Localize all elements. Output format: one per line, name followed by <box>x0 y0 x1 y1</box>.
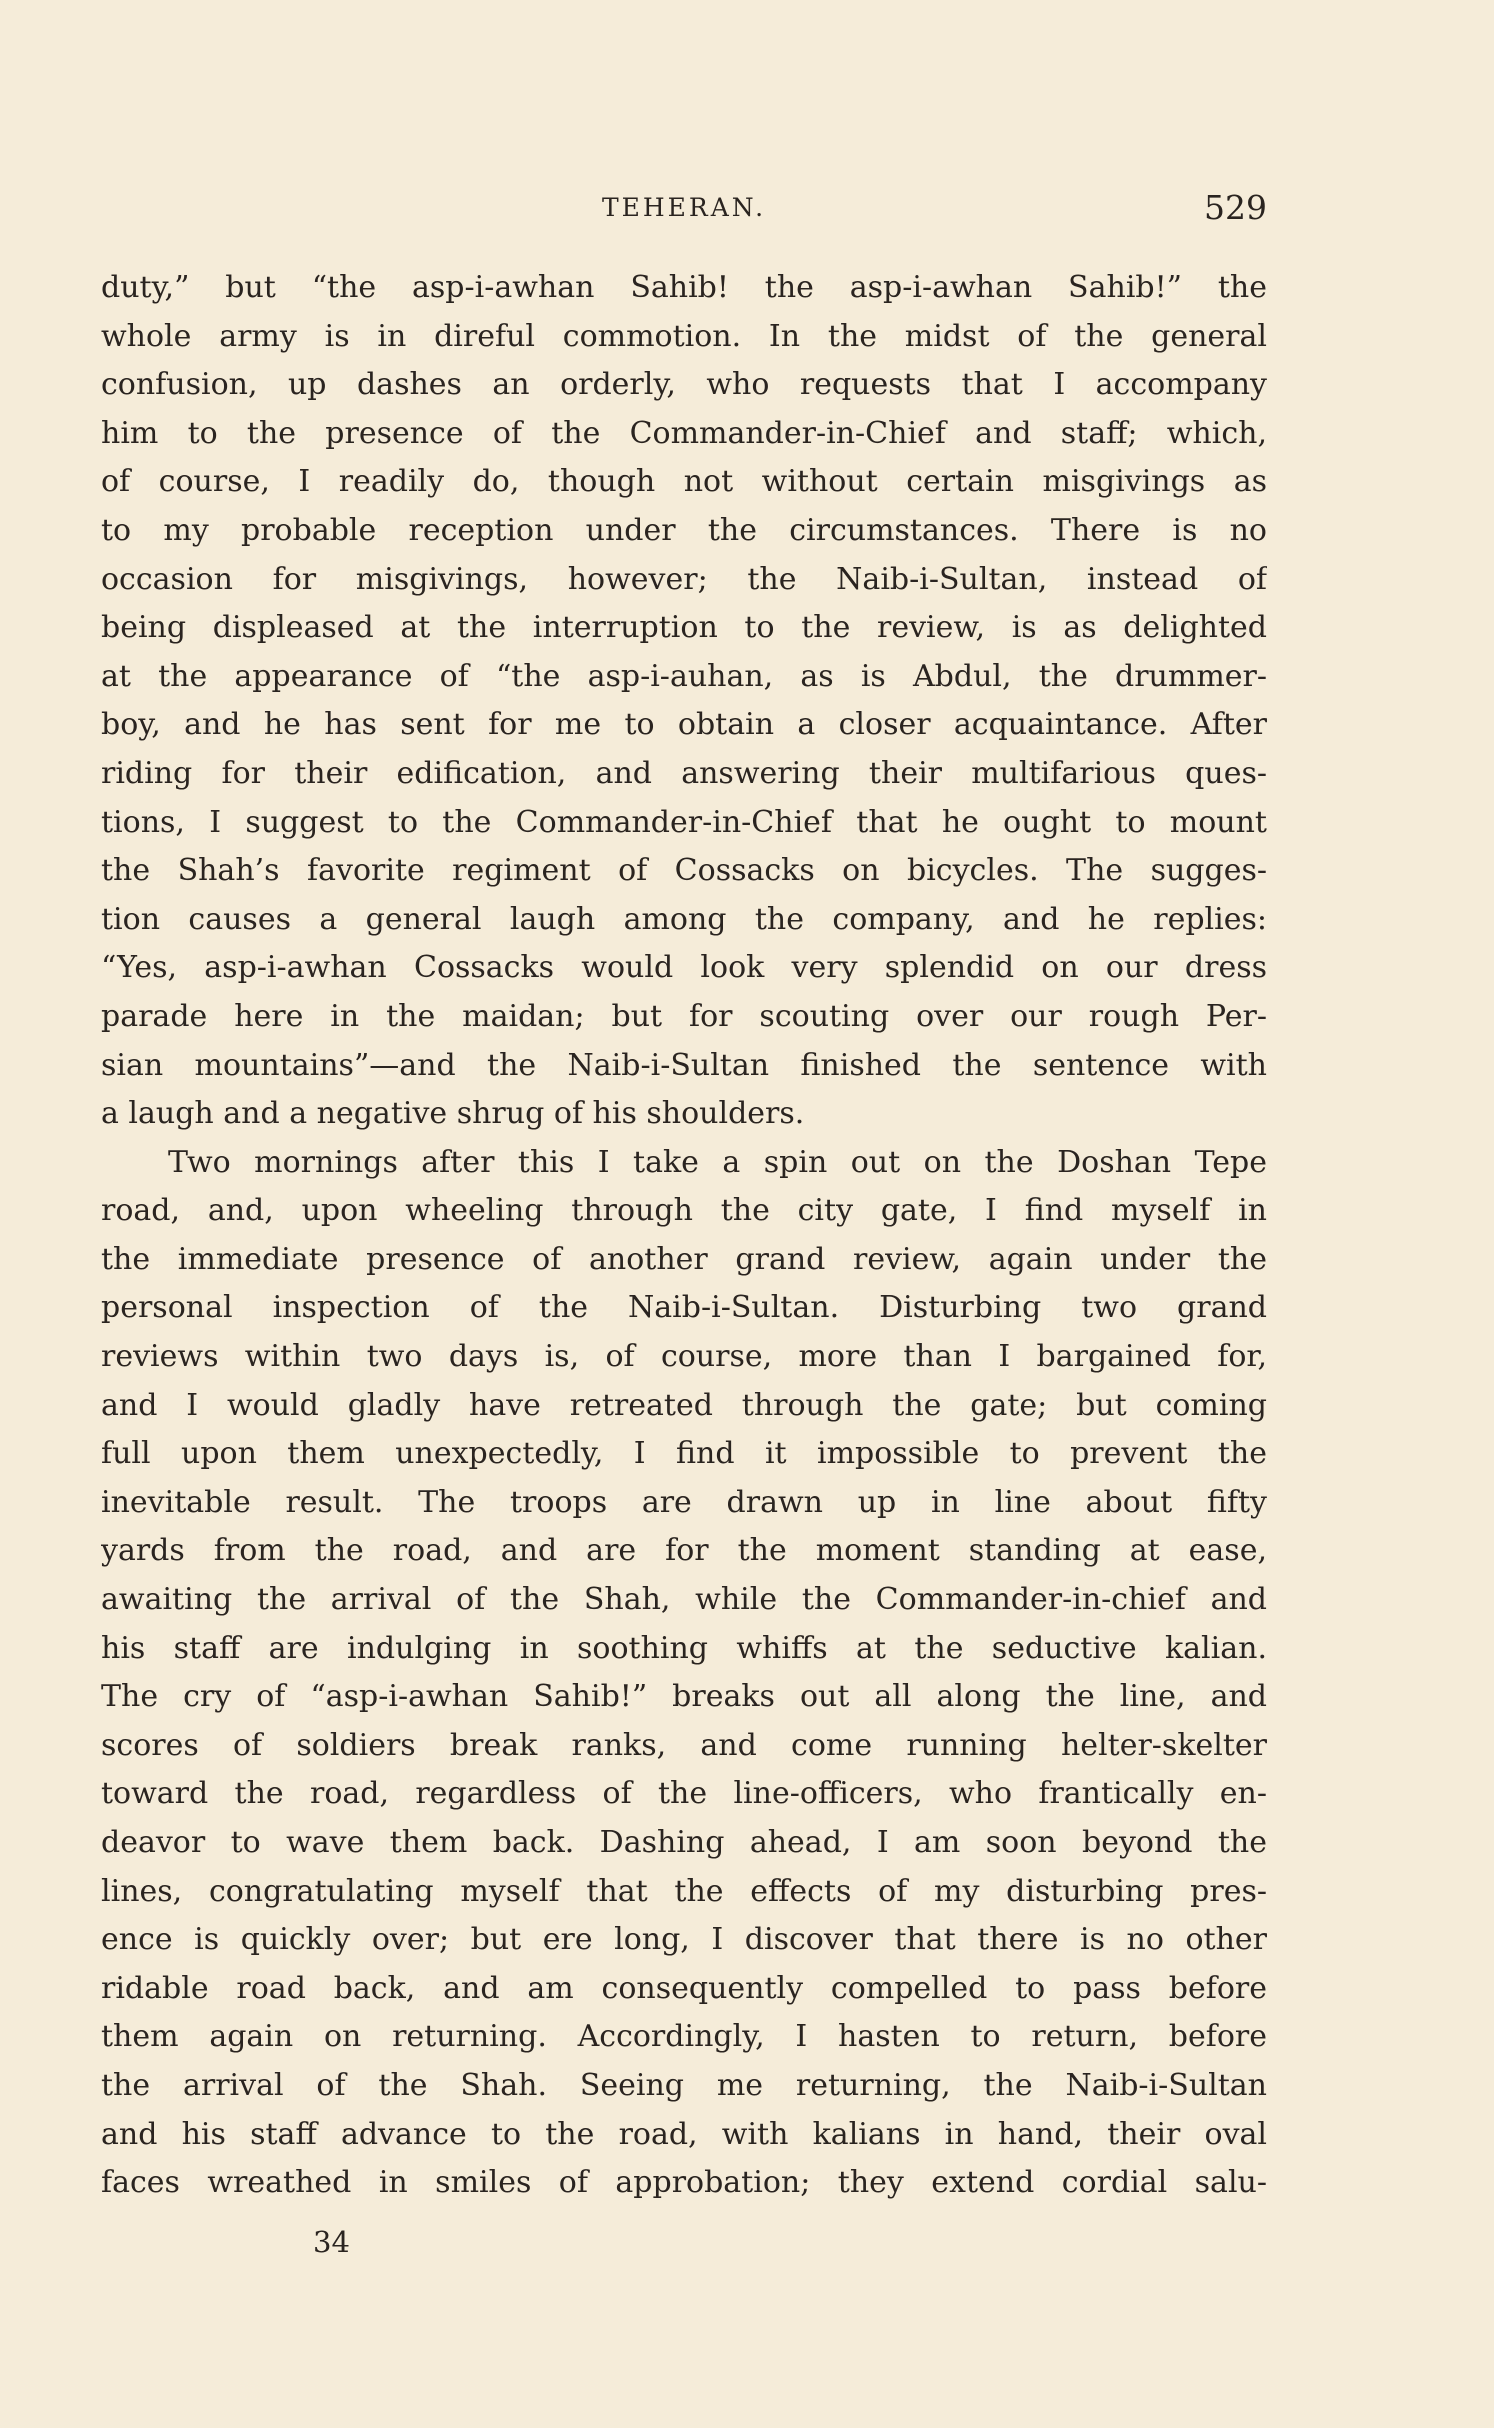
text-line: boy, and he has sent for me to obtain a closer acquaintance. After <box>101 707 1267 743</box>
text-line: and his staff advance to the road, with kalians in hand, their oval <box>101 2116 1267 2152</box>
text-line: awaiting the arrival of the Shah, while the Commander-in-chief and <box>101 1582 1267 1618</box>
paragraph-start-line: Two mornings after this I take a spin out on the Doshan Tepe <box>168 1144 1267 1180</box>
paragraph-end-line: a laugh and a negative shrug of his shoulders. <box>101 1096 805 1132</box>
text-line: whole army is in direful commotion. In the midst of the general <box>101 318 1267 354</box>
text-line: parade here in the maidan; but for scouting over our rough Per- <box>101 998 1267 1034</box>
signature-mark: 34 <box>313 2225 350 2259</box>
text-line: inevitable result. The troops are drawn up in line about fifty <box>101 1484 1267 1520</box>
text-line: the immediate presence of another grand review, again under the <box>101 1241 1267 1277</box>
text-line: full upon them unexpectedly, I find it impossible to prevent the <box>101 1436 1267 1472</box>
text-line: scores of soldiers break ranks, and come running helter-skelter <box>101 1727 1267 1763</box>
page-number: 529 <box>1204 188 1267 227</box>
text-line: deavor to wave them back. Dashing ahead, I am soon beyond the <box>101 1825 1267 1860</box>
text-line: ridable road back, and am consequently compelled to pass before <box>101 1970 1267 2006</box>
text-line: being displeased at the interruption to the review, is as delighted <box>101 610 1267 646</box>
text-line: and I would gladly have retreated through the gate; but coming <box>101 1387 1267 1423</box>
text-line: road, and, upon wheeling through the city gate, I find myself in <box>101 1193 1267 1229</box>
text-line: yards from the road, and are for the moment standing at ease, <box>101 1533 1267 1569</box>
text-line: personal inspection of the Naib-i-Sultan. Disturbing two grand <box>101 1290 1267 1326</box>
text-line: lines, congratulating myself that the effects of my disturbing pres- <box>101 1873 1267 1909</box>
text-line: at the appearance of “the asp-i-auhan, as is Abdul, the drummer- <box>101 658 1267 694</box>
text-line: to my probable reception under the circumstances. There is no <box>101 512 1267 548</box>
text-line: “Yes, asp-i-awhan Cossacks would look very splendid on our dress <box>101 950 1267 986</box>
text-line: tion causes a general laugh among the company, and he replies: <box>101 901 1267 937</box>
text-line: The cry of “asp-i-awhan Sahib!” breaks out all along the line, and <box>101 1679 1267 1715</box>
text-line: ence is quickly over; but ere long, I discover that there is no other <box>101 1922 1267 1958</box>
text-line: sian mountains”—and the Naib-i-Sultan finished the sentence with <box>101 1047 1267 1083</box>
text-line: of course, I readily do, though not without certain misgivings as <box>101 464 1267 500</box>
text-line: reviews within two days is, of course, more than I bargained for, <box>101 1339 1267 1375</box>
running-head <box>101 188 1267 228</box>
text-line: him to the presence of the Commander-in-Chief and staff; which, <box>101 415 1267 451</box>
text-line: occasion for misgivings, however; the Naib-i-Sultan, instead of <box>101 561 1267 597</box>
text-line: toward the road, regardless of the line-officers, who frantically en- <box>101 1776 1267 1812</box>
text-line: duty,” but “the asp-i-awhan Sahib! the asp-i-awhan Sahib!” the <box>101 270 1267 305</box>
text-line: the arrival of the Shah. Seeing me returning, the Naib-i-Sultan <box>101 2067 1267 2103</box>
text-line: faces wreathed in smiles of approbation; they extend cordial salu- <box>101 2165 1267 2201</box>
text-line: the Shah’s favorite regiment of Cossacks on bicycles. The sugges- <box>101 853 1267 889</box>
text-line: riding for their edification, and answering their multifarious ques- <box>101 755 1267 791</box>
text-line: his staff are indulging in soothing whiffs at the seductive kalian. <box>101 1630 1267 1666</box>
running-title: TEHERAN. <box>601 193 767 222</box>
body-text <box>101 264 1267 2208</box>
text-line: confusion, up dashes an orderly, who requests that I accompany <box>101 367 1267 403</box>
text-line: tions, I suggest to the Commander-in-Chief that he ought to mount <box>101 804 1267 840</box>
text-line: them again on returning. Accordingly, I hasten to return, before <box>101 2019 1267 2055</box>
